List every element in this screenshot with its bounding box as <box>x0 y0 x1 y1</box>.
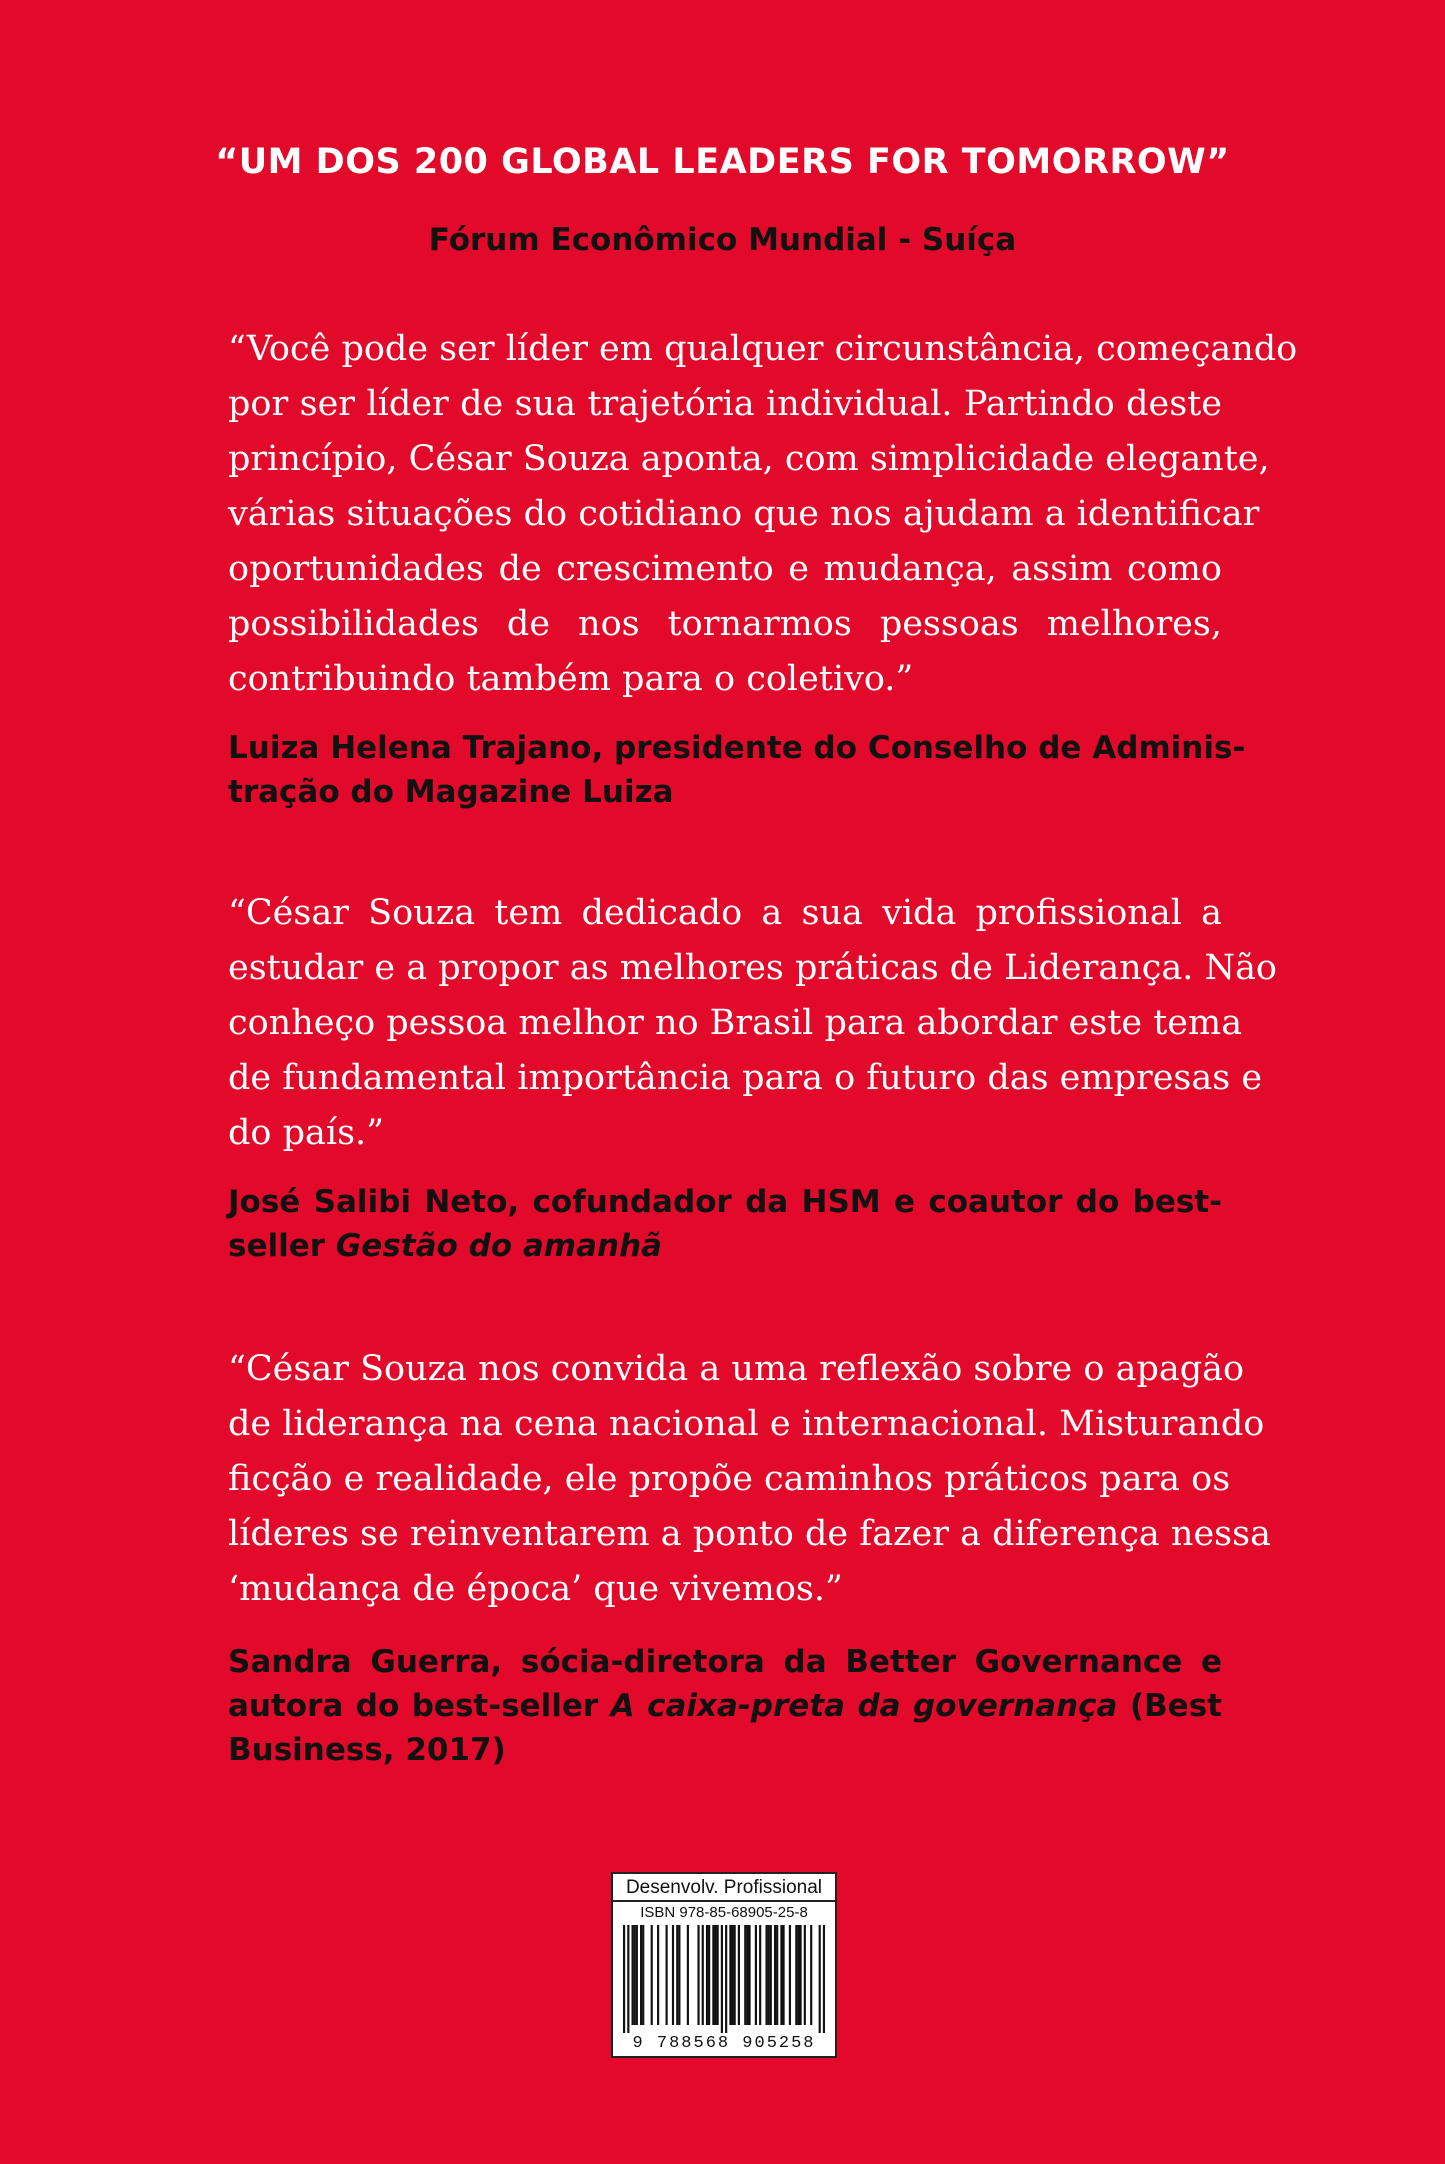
barcode-bar <box>782 1925 784 2025</box>
testimonial-quote-2 <box>228 886 1278 1161</box>
barcode-bar <box>774 1925 776 2025</box>
attribution-text: seller <box>228 1228 336 1264</box>
quote-line: princípio, César Souza aponta, com simplicidade elegante, <box>228 439 1270 479</box>
attribution-line <box>228 1224 1222 1268</box>
testimonial-attribution-1 <box>228 726 1246 814</box>
barcode-bar <box>708 1925 710 2025</box>
quote-line: estudar e a propor as melhores práticas de Liderança. Não <box>228 948 1278 988</box>
testimonial-attribution-2 <box>228 1180 1222 1268</box>
attribution-line: tração do Magazine Luiza <box>228 774 674 810</box>
quote-line: do país.” <box>228 1113 385 1153</box>
attribution-text: (Best <box>1117 1688 1222 1724</box>
book-title: A caixa-preta da governança <box>610 1688 1118 1724</box>
attribution-text: autora do best-seller <box>228 1688 611 1724</box>
attribution-line: José Salibi Neto, cofundador da HSM e coautor do best- <box>228 1184 1222 1220</box>
barcode-bar <box>731 1925 733 2025</box>
quote-line: conheço pessoa melhor no Brasil para abordar este tema <box>228 1003 1243 1043</box>
barcode-bar <box>721 1925 723 2033</box>
attribution-line <box>228 1684 1222 1728</box>
barcode-bars <box>623 1925 825 2033</box>
attribution-line: Luiza Helena Trajano, presidente do Conselho de Adminis- <box>228 730 1246 766</box>
headline-quote: “UM DOS 200 GLOBAL LEADERS FOR TOMORROW” <box>215 142 1230 182</box>
barcode-bar <box>729 1925 731 2025</box>
headline-source: Fórum Econômico Mundial - Suíça <box>428 222 1017 258</box>
barcode-bar <box>759 1925 761 2025</box>
barcode-bar <box>702 1925 704 2025</box>
quote-line: oportunidades de crescimento e mudança, assim como <box>228 549 1222 589</box>
barcode-bar <box>672 1925 674 2025</box>
barcode-bar <box>797 1925 799 2025</box>
barcode-bar <box>627 1925 629 2033</box>
barcode-bar <box>657 1925 659 2025</box>
barcode-bar <box>768 1925 770 2025</box>
barcode-bar <box>714 1925 716 2025</box>
barcode-bar <box>780 1925 782 2025</box>
quote-line: “César Souza nos convida a uma reflexão sobre o apagão <box>228 1349 1245 1389</box>
isbn-number: ISBN 978-85-68905-25-8 <box>640 1904 808 1921</box>
quote-line: por ser líder de sua trajetória individual. Partindo deste <box>228 384 1222 424</box>
barcode-bar <box>687 1925 689 2025</box>
barcode-bar <box>744 1925 746 2025</box>
barcode-bar <box>804 1925 806 2025</box>
barcode-bar <box>666 1925 668 2025</box>
barcode-bar <box>748 1925 750 2025</box>
barcode-digits: 9 788568 905258 <box>632 2034 816 2053</box>
barcode-category: Desenvolv. Profissional <box>613 1876 835 1902</box>
barcode-bar <box>823 1925 825 2033</box>
quote-line: de fundamental importância para o futuro das empresas e <box>228 1058 1263 1098</box>
quote-line: “Você pode ser líder em qualquer circunstância, começando <box>228 329 1298 369</box>
testimonial-quote-1 <box>228 322 1298 707</box>
barcode-bar <box>676 1925 678 2025</box>
barcode-bar <box>795 1925 797 2025</box>
barcode-bar <box>755 1925 757 2025</box>
barcode-bar <box>819 1925 821 2033</box>
barcode-bar <box>799 1925 801 2025</box>
quote-line: líderes se reinventarem a ponto de fazer a diferença nessa <box>228 1514 1271 1554</box>
barcode-bar <box>789 1925 791 2025</box>
barcode-bar <box>712 1925 714 2025</box>
quote-line: possibilidades de nos tornarmos pessoas melhores, <box>228 604 1222 644</box>
barcode-bar <box>640 1925 642 2025</box>
quote-line: ficção e realidade, ele propõe caminhos práticos para os <box>228 1459 1231 1499</box>
quote-line: contribuindo também para o coletivo.” <box>228 659 914 699</box>
attribution-line: Business, 2017) <box>228 1732 506 1768</box>
quote-line: várias situações do cotidiano que nos ajudam a identificar <box>228 494 1260 534</box>
barcode-bar <box>636 1925 638 2025</box>
barcode-bar <box>725 1925 727 2033</box>
barcode-bar <box>717 1925 719 2025</box>
barcode-bar <box>770 1925 772 2025</box>
barcode-bar <box>697 1925 699 2025</box>
barcode-bar <box>634 1925 636 2025</box>
barcode-bar <box>734 1925 736 2025</box>
testimonial-quote-3 <box>228 1342 1271 1617</box>
barcode-bar <box>623 1925 625 2033</box>
barcode-bar <box>632 1925 634 2025</box>
barcode-bar <box>810 1925 812 2025</box>
barcode-bar <box>651 1925 653 2025</box>
isbn-barcode-box <box>611 1872 837 2058</box>
testimonial-attribution-3 <box>228 1640 1222 1772</box>
quote-line: “César Souza tem dedicado a sua vida profissional a <box>228 893 1222 933</box>
barcode-bar <box>776 1925 778 2025</box>
barcode-bar <box>678 1925 680 2025</box>
barcode-bar <box>642 1925 644 2025</box>
attribution-line: Sandra Guerra, sócia-diretora da Better Governance e <box>228 1644 1222 1680</box>
barcode-bar <box>706 1925 708 2025</box>
barcode-bar <box>738 1925 740 2025</box>
barcode-bar <box>765 1925 767 2025</box>
book-title: Gestão do amanhã <box>335 1228 663 1264</box>
quote-line: ‘mudança de época’ que vivemos.” <box>228 1569 843 1609</box>
quote-line: de liderança na cena nacional e internacional. Misturando <box>228 1404 1265 1444</box>
barcode-bar <box>746 1925 748 2025</box>
